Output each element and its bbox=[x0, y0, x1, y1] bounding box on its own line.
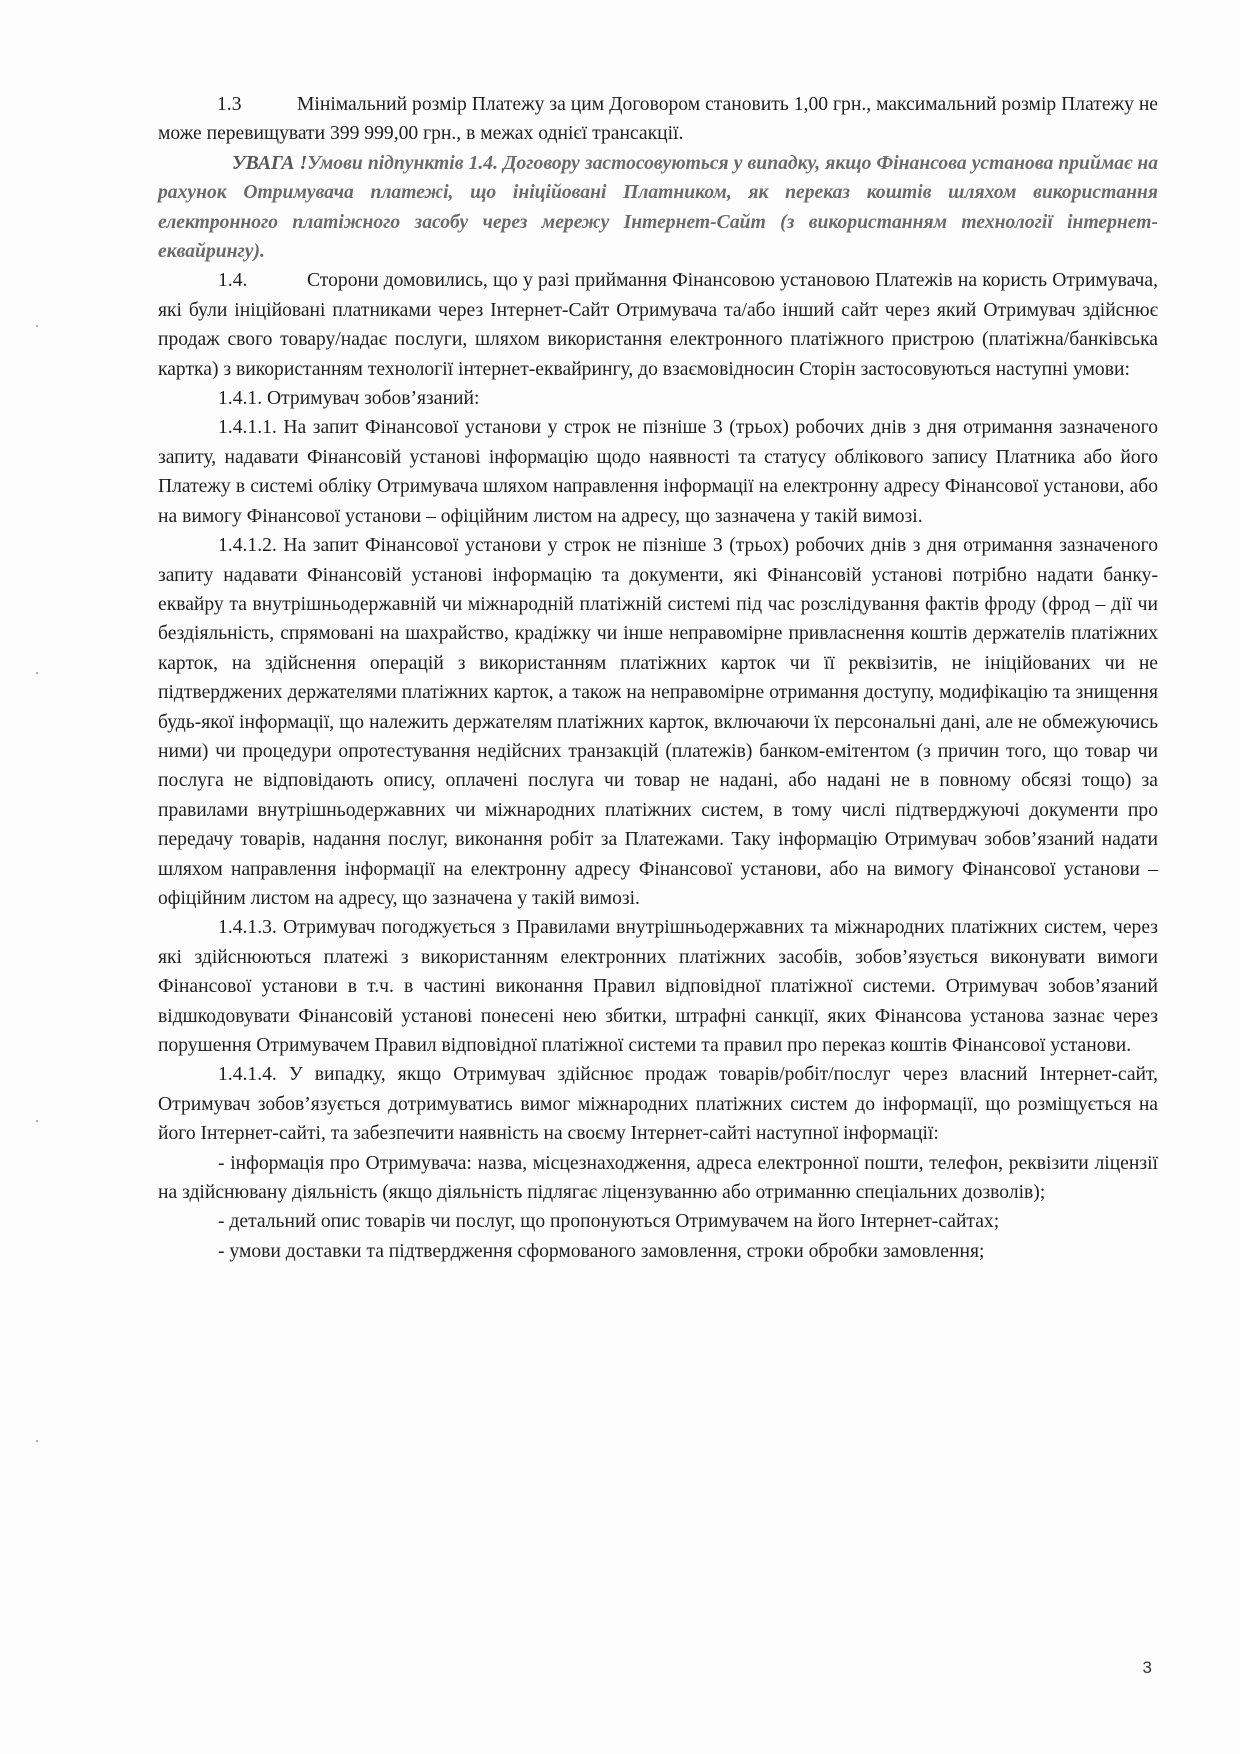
clause-text: Мінімальний розмір Платежу за цим Договором становить 1,00 грн., максимальний розмір Платежу не може перевищувати 399 999,00 грн., в межах однієї трансакції. bbox=[158, 94, 1158, 145]
list-item: - умови доставки та підтвердження сформованого замовлення, строки обробки замовлення; bbox=[218, 1240, 985, 1262]
list-item: - детальний опис товарів чи послуг, що пропонуються Отримувачем на його Інтернет-сайтах; bbox=[218, 1211, 1000, 1233]
clause-1-4-1-4: 1.4.1.4. У випадку, якщо Отримувач здійснює продаж товарів/робіт/послуг через власний Інтернет-сайт, Отримувач зобов’язується дотримуватись вимог міжнародних платіжних систем до інформації, що розміщується на його Інтернет-сайті, та забезпечити наявність на своєму Інтернет-сайті наступної інформації: bbox=[158, 1064, 1158, 1145]
clause-1-4-1-2: 1.4.1.2. На запит Фінансової установи у строк не пізніше 3 (трьох) робочих днів з дня отримання зазначеного запиту надавати Фінансовій установі інформацію та документи, які Фінансовій установі потрібно надати банку-еквайру та внутрішньодержавній чи міжнародній платіжній системі під час розслідування фактів фроду (фрод – дії чи бездіяльність, спрямовані на шахрайство, крадіжку чи інше неправомірне привласнення коштів держателів платіжних карток, на здійснення операцій з використанням платіжних карток чи її реквізитів, не ініційованих чи не підтверджених держателями платіжних карток, а також на неправомірне отримання доступу, модифікацію та знищення будь-якої інформації, що належить держателям платіжних карток, включаючи їх персональні дані, але не обмежуючись ними) чи процедури опротестування недійсних транзакцій (платежів) банком-емітентом (з причин того, що товар чи послуга не відповідають опису, оплачені послуга чи товар не надані, або надані не в повному обсязі тощо) за правилами внутрішньодержавних чи міжнародних платіжних систем, в тому числі підтверджуючі документи про передачу товарів, надання послуг, виконання робіт за Платежами. Таку інформацію Отримувач зобов’язаний надати шляхом направлення інформації на електронну адресу Фінансової установи, або на вимогу Фінансової установи – офіційним листом на адресу, що зазначена у такій вимозі. bbox=[158, 535, 1158, 909]
margin-mark bbox=[36, 1120, 38, 1122]
clause-text: Сторони домовились, що у разі приймання Фінансовою установою Платежів на користь Отримувача, які були ініційовані платниками через Інтернет-Сайт Отримувача та/або інший сайт через який Отримувач здійснює продаж свого товару/надає послуги, шляхом використання електронного платіжного пристрою (платіжна/банківська картка) з використанням технології інтернет-еквайрингу, до взаємовідносин Сторін застосовуються наступні умови: bbox=[158, 270, 1158, 380]
clause-1-4-1-3: 1.4.1.3. Отримувач погоджується з Правилами внутрішньодержавних та міжнародних платіжних систем, через які здійснюються платежі з використанням електронних платіжних засобів, зобов’язується виконувати вимоги Фінансової установи в т.ч. в частині виконання Правил відповідної платіжної системи. Отримувач зобов’язаний відшкодовувати Фінансовій установі понесені нею збитки, штрафні санкції, яких Фінансова установа зазнає через порушення Отримувачем Правил відповідної платіжної системи та правил про переказ коштів Фінансової установи. bbox=[158, 917, 1158, 1056]
warning-label: УВАГА ! bbox=[232, 152, 308, 174]
page-number: 3 bbox=[1142, 1658, 1152, 1677]
clause-number: 1.3 bbox=[217, 94, 242, 115]
clause-1-4 bbox=[158, 266, 1158, 384]
clause-1-3 bbox=[158, 90, 1158, 149]
margin-mark bbox=[36, 1440, 38, 1442]
warning-text: Умови підпунктів 1.4. Договору застосовуються у випадку, якщо Фінансова установа приймає на рахунок Отримувача платежі, що ініційовані Платником, як переказ коштів шляхом використання електронного платіжного засобу через мережу Інтернет-Сайт (з використанням технології інтернет-еквайрингу). bbox=[158, 152, 1158, 263]
clause-1-4-1-1: 1.4.1.1. На запит Фінансової установи у строк не пізніше 3 (трьох) робочих днів з дня отримання зазначеного запиту, надавати Фінансовій установі інформацію щодо наявності та статусу облікового запису Платника або його Платежу в системі обліку Отримувача шляхом направлення інформації на електронну адресу Фінансової установи, або на вимогу Фінансової установи – офіційним листом на адресу, що зазначена у такій вимозі. bbox=[158, 417, 1158, 527]
clause-1-4-1: 1.4.1. Отримувач зобов’язаний: bbox=[218, 388, 480, 410]
warning-note bbox=[158, 149, 1158, 267]
list-item: - інформація про Отримувача: назва, місцезнаходження, адреса електронної пошти, телефон, реквізити ліцензії на здійснювану діяльність (якщо діяльність підлягає ліцензуванню або отриманню спеціальних дозволів); bbox=[158, 1152, 1158, 1204]
margin-mark bbox=[36, 325, 38, 327]
document-body bbox=[158, 90, 1158, 1266]
clause-number: 1.4. bbox=[218, 270, 248, 292]
margin-mark bbox=[36, 672, 38, 674]
